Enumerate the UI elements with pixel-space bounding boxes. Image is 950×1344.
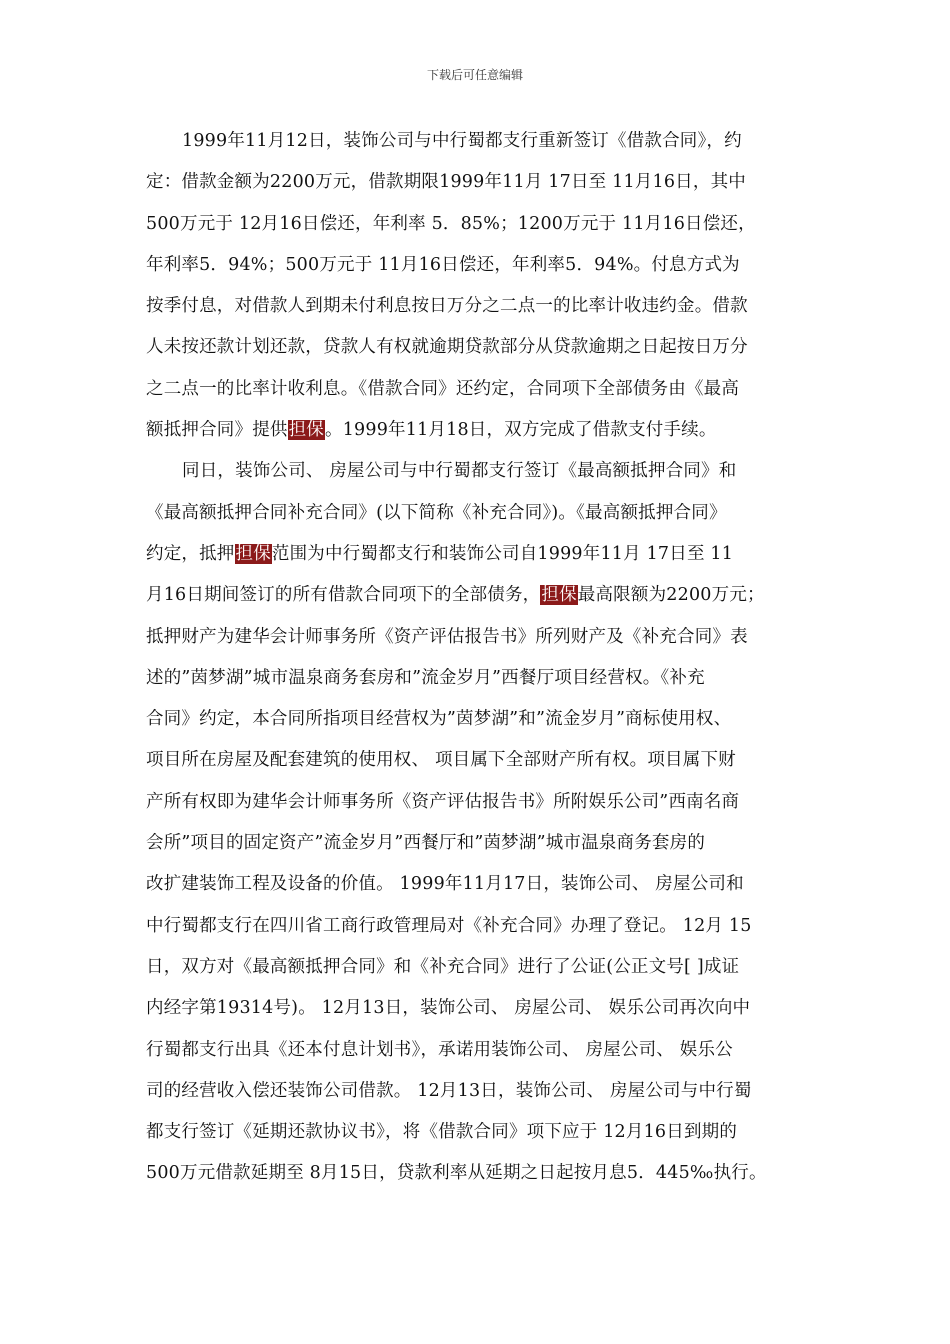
- paragraph2-line: 中行蜀都支行在四川省工商行政管理局对《补充合同》办理了登记。 12月 15: [146, 915, 752, 936]
- highlighted-term: 担保: [541, 585, 577, 606]
- paragraph1-line: 之二点一的比率计收利息。《借款合同》还约定，合同项下全部债务由《最高: [146, 378, 740, 399]
- paragraph2-line: 述的”茵梦湖”城市温泉商务套房和”流金岁月”西餐厅项目经营权。《补充: [146, 667, 705, 688]
- paragraph2-line: 司的经营收入偿还装饰公司借款。 12月13日，装饰公司、 房屋公司与中行蜀: [146, 1080, 752, 1101]
- text-segment: 。1999年11月18日，双方完成了借款支付手续。: [325, 420, 717, 441]
- text-segment: 额抵押合同》提供: [146, 420, 288, 441]
- paragraph2-line: 都支行签订《延期还款协议书》，将《借款合同》项下应于 12月16日到期的: [146, 1122, 738, 1143]
- page-header: 下载后可任意编辑: [426, 68, 523, 82]
- paragraph2-line: 500万元借款延期至 8月15日，贷款利率从延期之日起按月息5．445‰执行。: [146, 1163, 767, 1184]
- paragraph2-line: 内经字第19314号)。 12月13日，装饰公司、 房屋公司、 娱乐公司再次向中: [146, 998, 751, 1019]
- paragraph1-line: 定：借款金额为2200万元，借款期限1999年11月 17日至 11月16日，其中: [146, 172, 746, 193]
- text-segment: 范围为中行蜀都支行和装饰公司自1999年11月 17日至 11: [271, 543, 734, 564]
- document-body: [146, 121, 810, 1195]
- text-segment: 最高限额为2200万元；: [577, 585, 765, 606]
- paragraph1-line: 人未按还款计划还款，贷款人有权就逾期贷款部分从贷款逾期之日起按日万分: [146, 337, 748, 358]
- paragraph2-line: 产所有权即为建华会计师事务所《资产评估报告书》所附娱乐公司”西南名商: [146, 791, 740, 812]
- paragraph2-line: [146, 534, 810, 575]
- text-segment: 月16日期间签订的所有借款合同项下的全部债务，: [146, 585, 541, 606]
- paragraph2-line: 抵押财产为建华会计师事务所《资产评估报告书》所列财产及《补充合同》表: [146, 626, 748, 647]
- paragraph2-line: 行蜀都支行出具《还本付息计划书》，承诺用装饰公司、 房屋公司、 娱乐公: [146, 1039, 733, 1060]
- highlighted-term: 担保: [288, 420, 325, 441]
- paragraph2-line: 日，双方对《最高额抵押合同》和《补充合同》进行了公证(公正文号[ ]成证: [146, 956, 740, 977]
- paragraph2-line: 会所”项目的固定资产”流金岁月”西餐厅和”茵梦湖”城市温泉商务套房的: [146, 833, 706, 854]
- paragraph2-line: 合同》约定，本合同所指项目经营权为”茵梦湖”和”流金岁月”商标使用权、: [146, 709, 732, 730]
- paragraph1-last-line: [146, 410, 810, 451]
- paragraph1-line: 500万元于 12月16日偿还，年利率 5．85%；1200万元于 11月16日偿还，: [146, 213, 756, 234]
- text-segment: 约定，抵押: [146, 543, 235, 564]
- paragraph1-line: 1999年11月12日，装饰公司与中行蜀都支行重新签订《借款合同》，约: [182, 131, 742, 151]
- paragraph2-line: 同日，装饰公司、 房屋公司与中行蜀都支行签订《最高额抵押合同》和: [182, 461, 737, 482]
- paragraph2-line: 《最高额抵押合同补充合同》(以下简称《补充合同》)。《最高额抵押合同》: [146, 502, 727, 523]
- paragraph2-line: 项目所在房屋及配套建筑的使用权、 项目属下全部财产所有权。项目属下财: [146, 750, 736, 771]
- highlighted-term: 担保: [235, 543, 271, 564]
- paragraph2-line: [146, 575, 810, 616]
- paragraph1-line: 按季付息，对借款人到期未付利息按日万分之二点一的比率计收违约金。借款: [146, 296, 748, 317]
- paragraph2-line: 改扩建装饰工程及设备的价值。 1999年11月17日，装饰公司、 房屋公司和: [146, 874, 744, 895]
- paragraph1-line: 年利率5．94%；500万元于 11月16日偿还，年利率5．94%。付息方式为: [146, 254, 740, 275]
